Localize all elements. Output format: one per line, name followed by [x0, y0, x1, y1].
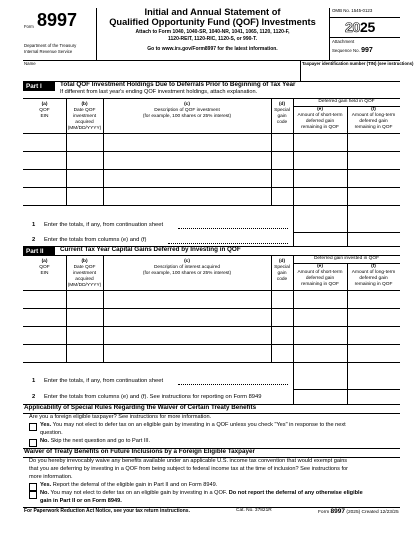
table-row[interactable]	[23, 308, 400, 326]
attach-line1: Attach to Form 1040, 1040-SR, 1040-NR, 1041, 1065, 1120, 1120-F,	[135, 29, 290, 35]
form-word: Form	[24, 24, 34, 29]
waiver-section-title: Waiver of Treaty Benefits on Future Inclusions by a Foreign Eligible Taxpayer	[24, 448, 255, 455]
part1-deferred-header: Deferred gain held in QOF	[318, 99, 375, 104]
part1-line1-text: Enter the totals, if any, from continuation sheet	[44, 222, 164, 228]
part1-col-a: (a) QOF EIN	[39, 102, 50, 119]
part2-col-a: (a) QOF EIN	[39, 259, 50, 276]
part1-col-c: (c) Description of QOF investment (for example, 100 shares or 25% interest)	[142, 102, 232, 119]
attachment-label: Attachment	[332, 39, 355, 44]
part1-line2-f-field[interactable]	[348, 233, 400, 245]
part2-col-d: (d) Special gain code	[274, 259, 290, 282]
form-title-line1: Initial and Annual Statement of	[144, 7, 281, 17]
waiver-question-line2: that you are deferring by investing in a QOF from being subject to federal income tax at the time of inclusion? See instructions for	[29, 466, 349, 472]
part1-col-f: (f) Amount of long-term deferred gain remaining in QOF	[351, 107, 396, 130]
waiver-yes-text: Yes. Report the deferral of the eligible gain in Part II and on Form 8949.	[40, 482, 218, 488]
part2-deferred-header: Deferred gain invested in QOF	[313, 256, 380, 261]
dept-irs: Internal Revenue Service	[24, 49, 73, 54]
part2-line1-f-field[interactable]	[348, 374, 400, 388]
tin-label: Taxpayer identification number (TIN) (see instructions)	[302, 61, 414, 66]
waiver-yes-checkbox[interactable]	[29, 483, 37, 491]
treaty-section-title: Applicability of Special Rules Regarding the Waiver of Certain Treaty Benefits	[24, 404, 257, 411]
form-title-line2: Qualified Opportunity Fund (QOF) Investments	[109, 17, 316, 27]
goto-line[interactable]: Go to www.irs.gov/Form8997 for the latest information.	[147, 46, 278, 52]
table-row[interactable]	[23, 326, 400, 344]
part1-line1-number: 1	[32, 222, 36, 228]
part2-col-b: (b) Date QOF investment acquired (MM/DD/YYYY)	[67, 259, 102, 288]
part2-line2-number: 2	[32, 394, 36, 400]
table-row[interactable]	[23, 169, 400, 187]
part1-col-e: (e) Amount of short-term deferred gain remaining in QOF	[297, 107, 343, 130]
part2-line2-text: Enter the totals from columns (e) and (f). See instructions for reporting on Form 8949	[44, 394, 262, 400]
treaty-yes-text-cont: question.	[40, 430, 63, 436]
waiver-no-checkbox[interactable]	[29, 491, 37, 499]
omb-number: OMB No. 1545-0123	[332, 8, 373, 13]
part2-col-c: (c) Description of interest acquired (for example, 100 shares or 25% interest)	[142, 259, 232, 276]
part1-line2-number: 2	[32, 237, 36, 243]
treaty-yes-checkbox[interactable]	[29, 423, 37, 431]
treaty-no-checkbox[interactable]	[29, 439, 37, 447]
footer-form-id: Form 8997 (2025) Created 12/23/25	[318, 508, 399, 515]
part1-col-b: (b) Date QOF investment acquired (MM/DD/YYYY)	[67, 102, 102, 131]
part2-label: Part II	[23, 247, 55, 256]
part1-line2-text: Enter the totals from columns (e) and (f)	[44, 237, 147, 243]
name-field[interactable]	[30, 66, 300, 80]
tin-field[interactable]	[302, 68, 400, 80]
part1-line1-f-field[interactable]	[348, 218, 400, 232]
part1-line1-e-field[interactable]	[294, 218, 346, 232]
part2-line1-e-field[interactable]	[294, 374, 346, 388]
waiver-question-line1: Do you hereby irrevocably waive any benefits available under an applicable U.S. income tax convention that would exempt gains	[29, 458, 348, 464]
part2-line2-e-field[interactable]	[294, 390, 346, 403]
part2-col-f: (f) Amount of long-term deferred gain remaining in QOF	[351, 264, 396, 287]
attach-line2: 1120-REIT, 1120-RIC, 1120-S, or 990-T.	[168, 36, 257, 42]
table-row[interactable]	[23, 133, 400, 151]
tax-year	[345, 20, 375, 34]
part1-title: Total QOF Investment Holdings Due to Deferrals Prior to Beginning of Tax Year	[60, 81, 296, 88]
table-row[interactable]	[23, 290, 400, 308]
sequence-label: Sequence No. 997	[332, 47, 373, 54]
sequence-number: 997	[361, 47, 373, 54]
part1-col-d: (d) Special gain code	[274, 102, 290, 125]
tax-year-bold: 25	[359, 19, 375, 35]
waiver-no-text-cont: gain in Part II or on Form 8949.	[40, 498, 122, 504]
catalog-number: Cat. No. 37821R	[236, 508, 272, 513]
treaty-yes-text: Yes. You may not elect to defer tax on an eligible gain by investing in a QOF unless you check "Yes" in response to the next	[40, 422, 346, 428]
table-row[interactable]	[23, 187, 400, 205]
part2-title: Current Tax Year Capital Gains Deferred by Investing in QOF	[60, 246, 241, 253]
part2-line2-f-field[interactable]	[348, 390, 400, 403]
form-number: 8997	[37, 10, 78, 30]
tax-year-outline: 20	[345, 19, 360, 35]
dept-treasury: Department of the Treasury	[24, 43, 77, 48]
part1-line2-e-field[interactable]	[294, 233, 346, 245]
waiver-no-text: No. You may not elect to defer tax on an eligible gain by investing in a QOF. Do not report the deferral of any otherwise eligible	[40, 490, 363, 496]
name-label: Name	[24, 61, 36, 66]
part2-col-e: (e) Amount of short-term deferred gain remaining in QOF	[297, 264, 343, 287]
waiver-question-line3: more information.	[29, 474, 73, 480]
part2-line1-text: Enter the totals, if any, from continuation sheet	[44, 378, 164, 384]
table-row[interactable]	[23, 151, 400, 169]
treaty-question: Are you a foreign eligible taxpayer? See instructions for more information.	[29, 414, 212, 420]
part2-line1-number: 1	[32, 378, 36, 384]
part1-label: Part I	[23, 82, 55, 91]
table-row[interactable]	[23, 344, 400, 362]
treaty-no-text: No. Skip the next question and go to Part III.	[40, 438, 151, 444]
paperwork-notice: For Paperwork Reduction Act Notice, see your tax return instructions.	[24, 508, 190, 514]
part1-subtitle: If different from last year's ending QOF investment holdings, attach explanation.	[60, 89, 258, 95]
